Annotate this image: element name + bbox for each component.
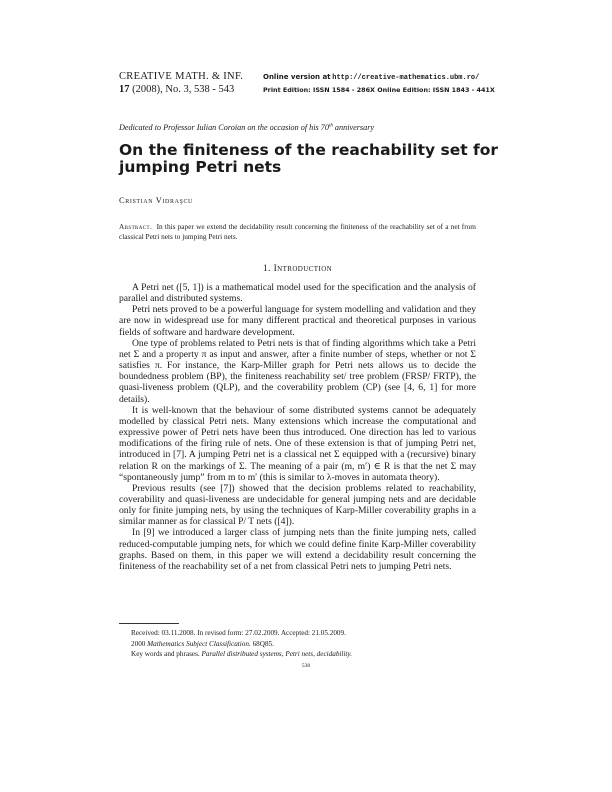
author-name: Cristian Vidraşcu	[119, 195, 193, 205]
abstract-text: In this paper we extend the decidability result concerning the finiteness of the reachability set of a net from classical Petri nets to jumping Petri nets.	[119, 222, 476, 242]
online-url: http://creative-mathematics.ubm.ro/	[332, 74, 480, 82]
dedication-text: Dedicated to Professor Iulian Coroian on the occasion of his 70	[119, 123, 329, 132]
journal-name: CREATIVE MATH. & INF.	[119, 71, 244, 82]
abstract-label: Abstract.	[119, 222, 153, 231]
paragraph: One type of problems related to Petri nets is that of finding algorithms which take a Petri net Σ and a property π as input and answer, after a finite number of steps, whether or not Σ satisfies π. For instance, the Karp-Miller graph for Petri nets allows us to decide the boundedness problem (BP), the finiteness reachability set/ tree problem (FRSP/ FRTP), the quasi-liveness problem (QLP), and the coverability problem (CP) (see [4, 6, 1] for more details).	[119, 337, 476, 405]
msc-year: 2000	[131, 639, 146, 648]
msc-classification	[131, 639, 352, 650]
keywords	[131, 649, 352, 660]
paragraph: Petri nets proved to be a powerful language for system modelling and validation and they are now in widespread use for many different practical and theoretical purposes in various fields of software and hardware development.	[119, 304, 476, 338]
dedication-superscript: th	[328, 123, 333, 129]
footnotes	[131, 628, 352, 660]
paragraph: A Petri net ([5, 1]) is a mathematical model used for the specification and the analysis of parallel and distributed systems.	[119, 282, 476, 305]
page-number: 538	[301, 663, 311, 669]
msc-value: 68Q85.	[252, 639, 274, 648]
footnote-divider	[119, 623, 179, 624]
section-number: 1.	[262, 264, 271, 274]
dedication-tail: anniversary	[332, 123, 375, 132]
dedication	[119, 123, 374, 132]
print-edition: Print Edition: ISSN 1584 - 286X Online Edition: ISSN 1843 - 441X	[263, 86, 495, 94]
body-text	[119, 282, 476, 572]
paper-title: On the finiteness of the reachability set for jumping Petri nets	[119, 141, 499, 176]
online-version	[263, 73, 479, 82]
paragraph: In [9] we introduced a larger class of jumping nets than the finite jumping nets, called reduced-computable jumping nets, for which we could define finite Karp-Miller coverability graphs. Based on them, in this paper we will extend a decidability result concerning the finiteness of the reachability set of a net from classical Petri nets to jumping Petri nets.	[119, 527, 476, 572]
online-label: Online version at	[263, 73, 331, 81]
msc-label: Mathematics Subject Classification.	[147, 639, 251, 648]
section-title: Introduction	[273, 264, 333, 274]
volume-number: 17	[119, 84, 130, 95]
section-heading	[119, 264, 476, 274]
keywords-label: Key words and phrases.	[131, 650, 200, 659]
paragraph: Previous results (see [7]) showed that the decision problems related to reachability, coverability and quasi-liveness are undecidable for general jumping nets and are decidable only for finite jumping nets, by using the techniques of Karp-Miller coverability graphs in a similar manner as for classical P/ T nets ([4]).	[119, 482, 476, 528]
received-dates: Received: 03.11.2008. In revised form: 27.02.2009. Accepted: 21.05.2009.	[131, 629, 346, 637]
paragraph: It is well-known that the behaviour of some distributed systems cannot be adequately modelled by classical Petri nets. Many extensions which increase the computational and expressive power of Petri nets have been thus introduced. One direction has led to various modifications of the firing rule of nets. One of these extension is that of jumping Petri net, introduced in [7]. A jumping Petri net is a classical net Σ equipped with a (recursive) binary relation R on the markings of Σ. The meaning of a pair (m, m′) ∈ R is that the net Σ may “spontaneously jump” from m to m′ (this is similar to λ-moves in automata theory).	[119, 404, 476, 483]
abstract	[119, 222, 476, 242]
issue-pages: (2008), No. 3, 538 - 543	[132, 84, 235, 95]
keywords-value: Parallel distributed systems, Petri nets, decidability.	[201, 650, 352, 659]
journal-volume-issue	[119, 84, 234, 95]
